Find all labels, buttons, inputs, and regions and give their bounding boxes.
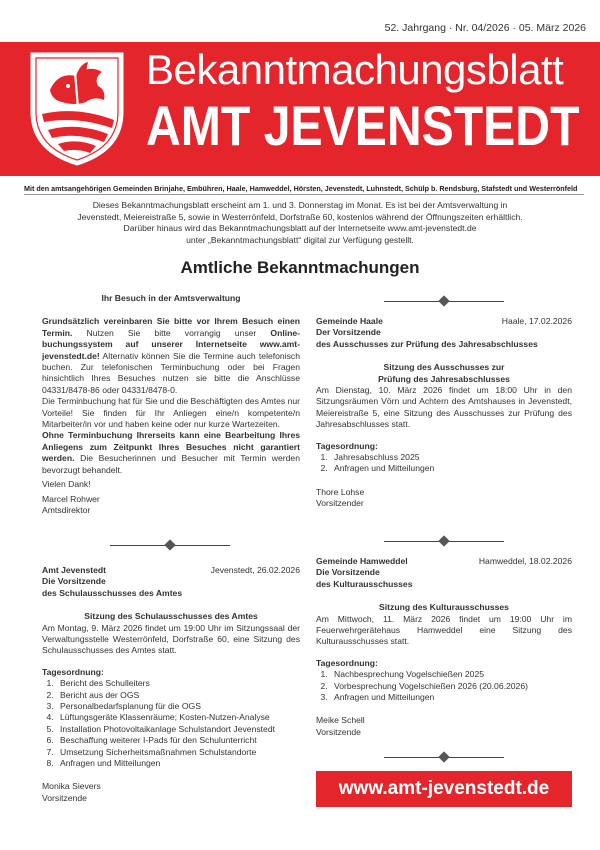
- intro-text: [40, 200, 560, 246]
- haale-agenda: [316, 452, 572, 475]
- section-divider: [384, 536, 504, 548]
- haale-signer: Thore Lohse: [316, 486, 365, 497]
- visit-paragraph-3: [42, 430, 300, 476]
- agenda-item: 1. Bericht des Schulleiters: [56, 678, 300, 689]
- section-divider: [384, 752, 504, 764]
- school-agenda-label: Tagesordnung:: [42, 666, 104, 677]
- school-signer: Monika Sievers: [42, 781, 101, 792]
- hamweddel-org: Gemeinde Hamweddel: [316, 556, 408, 566]
- visit-paragraph-2: Die Terminbuchung hat für Sie und die Beschäftigten des Amtes nur Vorteile! Sie finden für Ihr Anliegen eine/n kompetente/n Mitarbeiter/in vor und haben keine oder nur kurze Wartezeiten.: [42, 396, 300, 430]
- hamweddel-signer: Meike Schell: [316, 715, 365, 726]
- visit-paragraph-1: [42, 316, 300, 396]
- school-signer-role: Vorsitzende: [42, 792, 87, 803]
- agenda-item: 1. Jahresabschluss 2025: [330, 452, 572, 463]
- hamweddel-place-date: Hamweddel, 18.02.2026: [478, 556, 572, 566]
- visit-p1-b: Alternativ können Sie die Termine auch telefonisch buchen. Zur telefonischen Terminbuchung oder bei Fragen hinsichtlich Ihres Besuches nutzen sie bitte die Anschlüsse 04331/8478-86 oder 04331/8478-0.: [42, 350, 300, 395]
- section-title: Amtliche Bekanntmachungen: [180, 258, 420, 277]
- intro-line: unter „Bekanntmachungsblatt“ digital zur Verfügung gestellt.: [186, 234, 414, 245]
- haale-signer-role: Vorsitzender: [316, 498, 364, 509]
- visit-signer-role: Amtsdirektor: [42, 504, 91, 515]
- hamweddel-from-1: Die Vorsitzende: [316, 567, 380, 578]
- visit-p1-bold: Grundsätzlich vereinbaren Sie bitte vor Ihrem Besuch einen Termin.: [42, 316, 300, 338]
- visit-p3: Die Besucherinnen und Besucher mit Termin werden bevorzugt behandelt.: [42, 453, 300, 475]
- diamond-icon: [438, 295, 449, 306]
- school-text: Am Montag, 9. März 2026 findet um 19:00 Uhr im Sitzungssaal der Verwaltungsstelle Westerrönfeld, Dorfstraße 60, eine Sitzung des Schulausschusses des Amtes statt.: [42, 622, 300, 656]
- member-municipalities: Mit den amtsangehörigen Gemeinden Brinjahe, Embühren, Haale, Hamweddel, Hörsten, Jevenstedt, Luhnstedt, Schülp b. Rendsburg, Stafstedt und Westerrönfeld: [24, 184, 578, 193]
- website-link[interactable]: www.amt-jevenstedt.de: [316, 771, 572, 807]
- intro-line: Darüber hinaus wird das Bekanntmachungsblatt auf der Internetseite www.amt-jevenstedt.de: [123, 223, 477, 233]
- haale-header: [316, 316, 572, 327]
- hamweddel-notice: [316, 556, 572, 738]
- school-committee-notice: [42, 565, 300, 804]
- haale-from-1: Der Vorsitzende: [316, 327, 381, 338]
- issue-info: 52. Jahrgang · Nr. 04/2026 · 05. März 2026: [384, 22, 586, 34]
- hamweddel-text: Am Mittwoch, 11. März 2026 findet um 19:00 Uhr im Feuerwehrgerätehaus Hamweddel eine Sitzung des Kulturausschusses statt.: [316, 613, 572, 647]
- title-line-1: Bekanntmachungsblatt: [146, 46, 564, 93]
- agenda-item: 6. Beschaffung weiterer I-Pads für den Schulunterricht: [56, 735, 300, 746]
- intro-line: Dieses Bekanntmachungsblatt erscheint am 1. und 3. Donnerstag im Monat. Es ist bei der Amtsverwaltung in: [92, 200, 508, 210]
- haale-heading-1: Sitzung des Ausschusses zur: [383, 362, 505, 373]
- intro-line: Jevenstedt, Meiereistraße 5, sowie in Westerrönfeld, Dorfstraße 60, kostenlos während der Öffnungszeiten erhältlich.: [77, 211, 523, 222]
- visit-signer: Marcel Rohwer: [42, 493, 100, 504]
- haale-from-2: des Ausschusses zur Prüfung des Jahresabschlusses: [316, 338, 538, 349]
- hamweddel-header: [316, 556, 572, 567]
- hamweddel-agenda: [316, 669, 572, 703]
- coat-of-arms-icon: [28, 50, 126, 168]
- section-divider: [110, 540, 230, 552]
- diamond-icon: [164, 539, 175, 550]
- section-divider: [384, 296, 504, 308]
- school-place-date: Jevenstedt, 26.02.2026: [210, 565, 300, 575]
- haale-org: Gemeinde Haale: [316, 316, 383, 326]
- agenda-item: 1. Nachbesprechung Vogelschießen 2025: [330, 669, 572, 680]
- title-line-2: AMT JEVENSTEDT: [146, 94, 580, 157]
- diamond-icon: [438, 535, 449, 546]
- agenda-item: 2. Vorbesprechung Vogelschießen 2026 (20.06.2026): [330, 681, 572, 692]
- agenda-item: 4. Lüftungsgeräte Klassenräume; Kosten-Nutzen-Analyse: [56, 712, 300, 723]
- diamond-icon: [438, 751, 449, 762]
- visit-p1-a: Nutzen Sie bitte vorrangig unser: [72, 327, 271, 338]
- haale-text: Am Dienstag, 10. März 2026 findet um 18:00 Uhr in den Sitzungsräumen Vörn und Achtern des Amtshauses in Jevenstedt, Meiereistraße 5, eine Sitzung des Ausschusses zur Prüfung des Jahresabschlusses statt.: [316, 385, 572, 430]
- agenda-item: 3. Anfragen und Mitteilungen: [330, 692, 572, 703]
- visit-p3-bold: Ohne Terminbuchung Ihrerseits kann eine Bearbeitung Ihres Anliegens zum Zeitpunkt Ihres Besuches nicht garantiert werden.: [42, 430, 300, 464]
- hamweddel-agenda-label: Tagesordnung:: [316, 657, 378, 668]
- school-heading: Sitzung des Schulausschusses des Amtes: [84, 611, 258, 622]
- agenda-item: 5. Installation Photovoltaikanlage Schulstandort Jevenstedt: [56, 724, 300, 735]
- agenda-item: 2. Anfragen und Mitteilungen: [330, 463, 572, 474]
- visit-thanks: Vielen Dank!: [42, 479, 91, 490]
- haale-agenda-label: Tagesordnung:: [316, 440, 378, 451]
- hamweddel-from-2: des Kulturausschusses: [316, 578, 413, 589]
- haale-heading-2: Prüfung des Jahresabschlusses: [378, 373, 510, 384]
- school-from-2: des Schulausschusses des Amtes: [42, 587, 183, 598]
- school-org: Amt Jevenstedt: [42, 565, 106, 575]
- haale-place-date: Haale, 17.02.2026: [501, 316, 572, 326]
- agenda-item: 3. Personalbedarfsplanung für die OGS: [56, 701, 300, 712]
- school-header: [42, 565, 300, 576]
- agenda-item: 7. Umsetzung Sicherheitsmaßnahmen Schulstandorte: [56, 747, 300, 758]
- hamweddel-signer-role: Vorsitzende: [316, 726, 361, 737]
- visit-notice: [42, 293, 300, 516]
- header-rule: [24, 194, 584, 195]
- hamweddel-heading: Sitzung des Kulturausschusses: [379, 602, 509, 613]
- school-from-1: Die Vorsitzende: [42, 576, 106, 587]
- agenda-item: 8. Anfragen und Mitteilungen: [56, 758, 300, 769]
- haale-notice: [316, 316, 572, 510]
- agenda-item: 2. Bericht aus der OGS: [56, 690, 300, 701]
- visit-heading: Ihr Besuch in der Amtsverwaltung: [101, 293, 241, 303]
- visit-p1-bold2: Online-buchungssystem auf unserer Internetseite www.amt-jevenstedt.de!: [42, 327, 300, 361]
- school-agenda: [42, 678, 300, 769]
